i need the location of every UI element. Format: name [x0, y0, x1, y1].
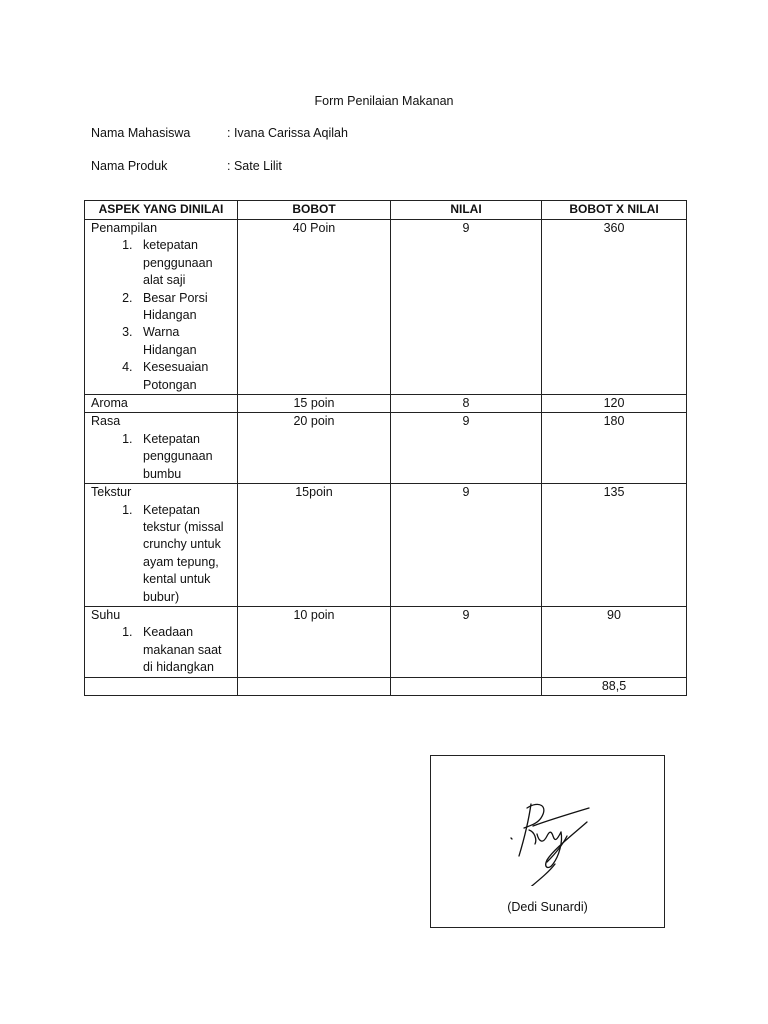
criteria-item: 1. Keadaan makanan saat di hidangkan [136, 624, 231, 676]
weight-cell: 40 Poin [238, 220, 391, 395]
weight-cell: 10 poin [238, 606, 391, 677]
score-cell: 8 [391, 395, 542, 413]
weighted-score-cell: 360 [542, 220, 687, 395]
weighted-score-cell: 90 [542, 606, 687, 677]
aspect-cell [85, 484, 238, 607]
signer-name: (Dedi Sunardi) [507, 900, 588, 914]
aspect-title: Rasa [91, 414, 121, 429]
student-name-label: Nama Mahasiswa [91, 126, 191, 140]
aspect-cell [85, 395, 238, 413]
handwritten-signature-icon [509, 796, 594, 886]
table-row [85, 395, 687, 413]
signature-box [430, 755, 665, 928]
criteria-item: 1. Ketepatan tekstur (missal crunchy untuk ayam tepung, kental untuk bubur) [136, 502, 231, 606]
product-name-label: Nama Produk [91, 159, 168, 173]
aspect-title: Penampilan [91, 221, 158, 235]
criteria-item: 3. Warna Hidangan [136, 324, 231, 359]
weight-cell: 15 poin [238, 395, 391, 413]
empty-cell [391, 677, 542, 695]
criteria-item: 4. Kesesuaian Potongan [136, 359, 231, 394]
score-cell: 9 [391, 606, 542, 677]
document-title: Form Penilaian Makanan [314, 94, 454, 108]
aspect-criteria-list [91, 502, 231, 606]
score-cell: 9 [391, 220, 542, 395]
product-name-row [91, 159, 282, 173]
aspect-criteria-list [91, 237, 231, 394]
student-name-value: : Ivana Carissa Aqilah [227, 126, 348, 140]
header-weighted-score: BOBOT X NILAI [542, 201, 687, 220]
empty-cell [85, 677, 238, 695]
weight-cell: 15poin [238, 484, 391, 607]
table-row [85, 413, 687, 484]
table-row [85, 606, 687, 677]
criteria-item: 2. Besar Porsi Hidangan [136, 290, 231, 325]
criteria-item: 1. Ketepatan penggunaan bumbu [136, 431, 231, 483]
weighted-score-cell: 135 [542, 484, 687, 607]
table-row [85, 484, 687, 607]
table-header-row [85, 201, 687, 220]
header-score: NILAI [391, 201, 542, 220]
empty-cell [238, 677, 391, 695]
student-name-row [91, 126, 348, 140]
weight-cell: 20 poin [238, 413, 391, 484]
weighted-score-cell: 120 [542, 395, 687, 413]
aspect-cell [85, 220, 238, 395]
total-score-cell: 88,5 [542, 677, 687, 695]
aspect-cell [85, 413, 238, 484]
header-weight: BOBOT [238, 201, 391, 220]
aspect-criteria-list [91, 624, 231, 676]
aspect-cell [85, 606, 238, 677]
header-aspect: ASPEK YANG DINILAI [85, 201, 238, 220]
weighted-score-cell: 180 [542, 413, 687, 484]
product-name-value: : Sate Lilit [227, 159, 282, 173]
aspect-criteria-list [91, 431, 231, 483]
aspect-title: Tekstur [91, 485, 132, 500]
assessment-table [84, 200, 687, 696]
score-cell: 9 [391, 413, 542, 484]
total-row [85, 677, 687, 695]
aspect-title: Aroma [91, 396, 128, 411]
aspect-title: Suhu [91, 607, 121, 622]
table-row [85, 220, 687, 395]
criteria-item: 1. ketepatan penggunaan alat saji [136, 237, 231, 289]
score-cell: 9 [391, 484, 542, 607]
